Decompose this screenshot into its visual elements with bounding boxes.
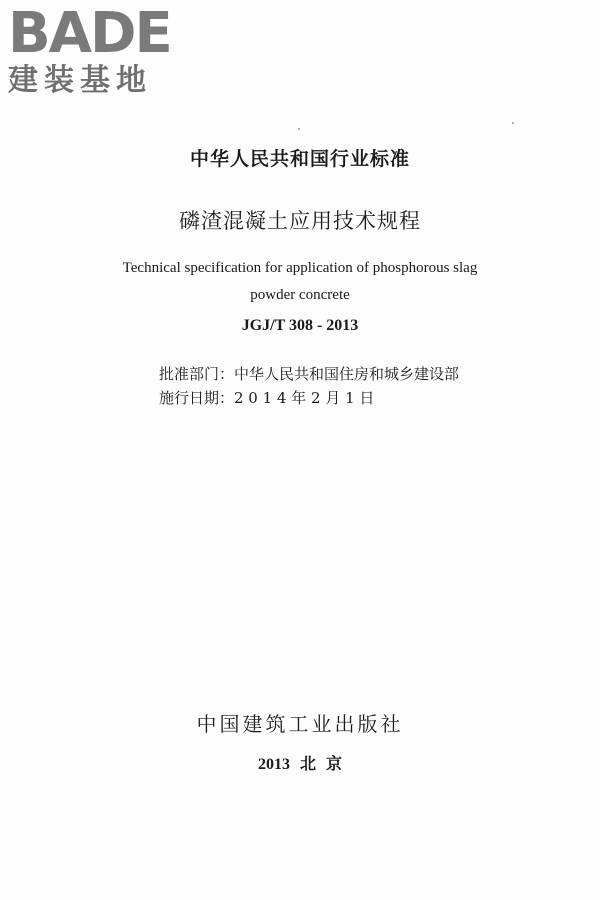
logo-subtitle: 建装基地 — [8, 63, 152, 98]
paper-speck — [512, 122, 514, 124]
approval-department: 批准部门：中华人民共和国住房和城乡建设部 — [159, 365, 460, 383]
effective-date: 施行日期：2 0 1 4 年 2 月 1 日 — [159, 389, 375, 407]
english-title-line-1: Technical specification for application of phosphorous slag — [122, 260, 478, 276]
english-title-line-2: powder concrete — [250, 287, 350, 303]
publisher: 中国建筑工业出版社 — [196, 712, 404, 736]
approval-info — [159, 362, 459, 410]
english-title — [0, 255, 600, 309]
standard-type: 中华人民共和国行业标准 — [189, 148, 410, 170]
page-title: 磷渣混凝土应用技术规程 — [179, 209, 421, 233]
standard-code: JGJ/T 308 - 2013 — [241, 317, 359, 334]
logo-wordmark: BADE — [8, 1, 171, 66]
logo — [8, 1, 178, 98]
paper-speck — [298, 128, 300, 130]
publication-place-year: 2013 北 京 — [257, 756, 342, 773]
